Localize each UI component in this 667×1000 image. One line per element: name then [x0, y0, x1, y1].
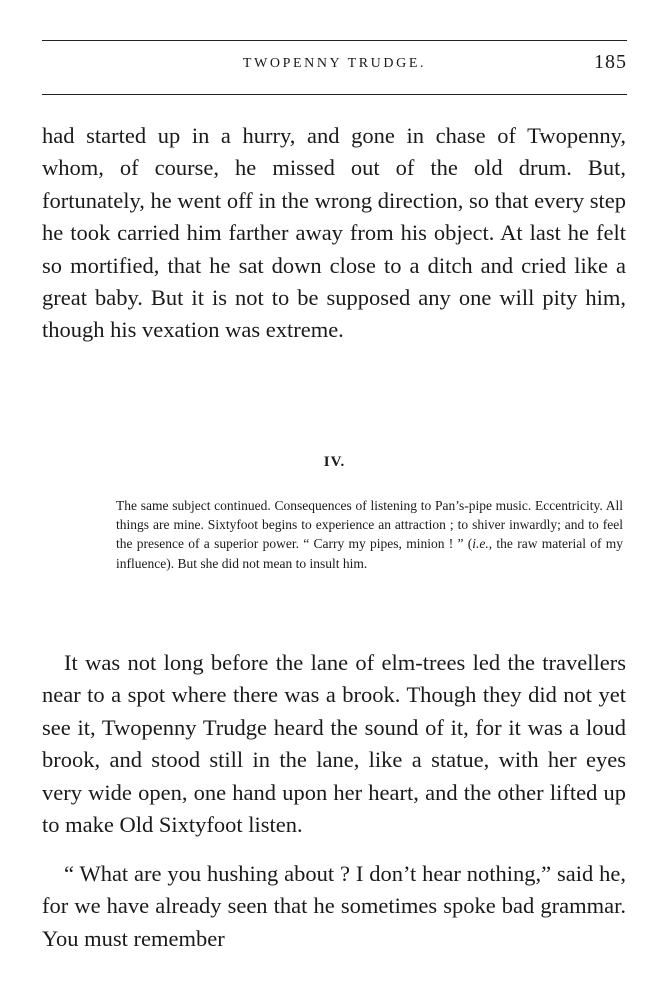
synopsis-text-1: The same subject continued. Consequences of listening to Pan’s-pipe music. Eccentricity. All things are mine. Sixtyfoot begins to experience an attraction ; to shiver inwardly; and to feel the presence of a superior power. “ Carry my pipes, minion ! ” (	[116, 498, 623, 552]
running-title: TWOPENNY TRUDGE.	[242, 56, 427, 71]
chapter-synopsis	[116, 496, 623, 573]
chapter-paragraph-1: It was not long before the lane of elm-trees led the travellers near to a spot where there was a brook. Though they did not yet see it, Twopenny Trudge heard the sound of it, for it was a loud brook, and stood still in the lane, like a statue, with her eyes very wide open, one hand upon her heart, and the other lifted up to make Old Sixtyfoot listen.	[42, 650, 626, 838]
paragraph-continued: had started up in a hurry, and gone in chase of Twopenny, whom, of course, he missed out of the old drum. But, fortunately, he went off in the wrong direction, so that every step he took carried him farther away from his object. At last he felt so mortified, that he sat down close to a ditch and cried like a great baby. But it is not to be supposed any one will pity him, though his vexation was extreme.	[42, 123, 626, 343]
header-bottom-rule	[42, 94, 627, 95]
chapter-paragraph-2: “ What are you hushing about ? I don’t hear nothing,” said he, for we have already seen that he sometimes spoke bad grammar. You must remember	[42, 861, 626, 951]
header-top-rule	[42, 40, 627, 41]
page-number: 185	[594, 51, 627, 73]
synopsis-text-2: the raw material of my influence). But she did not mean to insult him.	[116, 536, 624, 571]
chapter-number: IV.	[323, 454, 346, 470]
synopsis-italic-text: i.e.,	[472, 536, 493, 552]
